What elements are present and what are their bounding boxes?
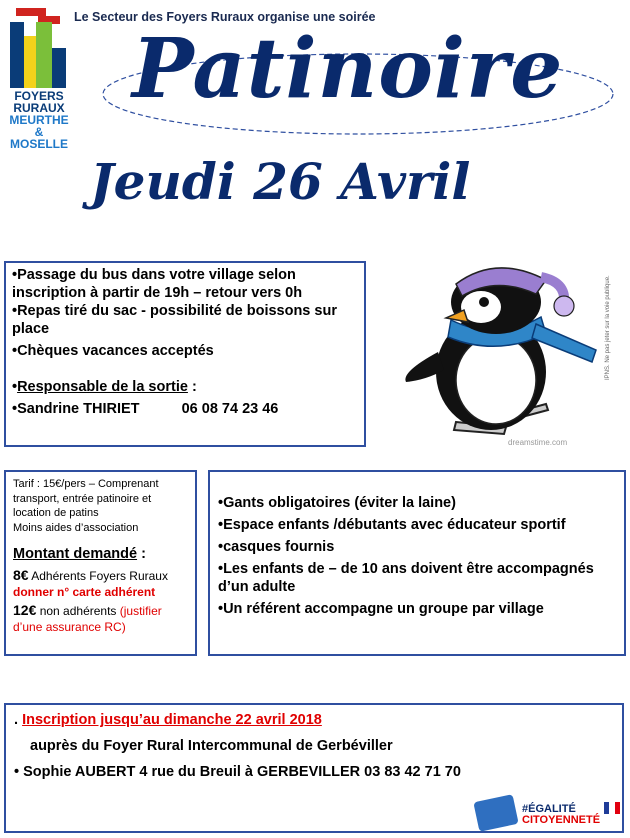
logo-line-2: RURAUX [13,101,65,115]
amount-label: Montant demandé [13,546,138,562]
manager-contact [12,400,358,418]
manager-label: Responsable de la sortie [17,379,188,395]
non-members-text: non adhérents [36,604,120,618]
deadline-line [14,711,614,729]
aid-text: Moins aides d’association [13,521,139,534]
logo-line-3: MEURTHE [9,113,69,127]
members-note: donner n° carte adhérent [13,585,156,599]
rule-item: •Espace enfants /débutants avec éducateur sportif [218,517,566,533]
rule-item: •Les enfants de – de 10 ans doivent être accompagnés d’un adulte [218,561,594,595]
egalite-text: #ÉGALITÉ [522,803,576,815]
logo-graphic [8,8,70,90]
info-box [4,261,366,447]
cheques-info: •Chèques vacances acceptés [12,343,214,359]
price-box [4,470,197,656]
amount-heading [13,545,188,563]
non-members-price: 12€ [13,602,37,618]
manager-phone: 06 08 74 23 46 [181,401,279,417]
event-date: Jeudi 26 Avril [90,152,471,211]
logo-line-4: & [34,125,44,139]
rule-item: •Gants obligatoires (éviter la laine) [218,495,456,511]
rule-item: •casques fournis [218,539,335,555]
manager-name: Sandrine THIRIET [17,401,140,417]
tarif-text: Tarif : 15€/pers – Comprenant transport, entrée patinoire et location de patins [13,478,159,519]
egalite-badge [522,804,600,826]
skating-penguin-illustration [396,262,606,452]
non-members-note: (justifier d’une assurance RC) [13,604,162,634]
manager-bullet: • [12,379,18,395]
page-title: Patinoire [132,21,564,117]
bus-info: •Passage du bus dans votre village selon inscription à partir de 19h – retour vers 0h [12,267,303,301]
image-watermark: dreamstime.com [508,438,568,447]
non-members-line [13,602,188,635]
intro-text: Le Secteur des Foyers Ruraux organise une soirée [74,10,376,24]
rule-item: •Un référent accompagne un groupe par village [218,601,544,617]
manager-heading [12,378,358,396]
foyer-line: auprès du Foyer Rural Intercommunal de Gerbéviller [30,738,393,754]
logo-line-1: FOYERS [14,89,64,103]
french-flag-icon [604,802,620,814]
manager-bullet-2: • [12,401,18,417]
contact-line: • Sophie AUBERT 4 rue du Breuil à GERBEVILLER 03 83 42 71 70 [14,764,461,780]
manager-colon: : [187,379,197,395]
members-text: Adhérents Foyers Ruraux [28,569,168,583]
amount-colon: : [137,546,146,562]
ipns-side-note: IPNS. Ne pas jeter sur la voie publique. [605,275,611,380]
foyers-ruraux-logo [8,8,70,158]
logo-line-5: MOSELLE [9,137,68,151]
rules-box [208,470,626,656]
meal-info: •Repas tiré du sac - possibilité de boissons sur place [12,303,337,337]
deadline-bullet: . [14,712,23,728]
members-line [13,567,188,584]
members-price: 8€ [13,567,29,583]
deadline-text: Inscription jusqu’au dimanche 22 avril 2018 [22,712,322,728]
citoyennete-text: CITOYENNETÉ [522,814,601,826]
